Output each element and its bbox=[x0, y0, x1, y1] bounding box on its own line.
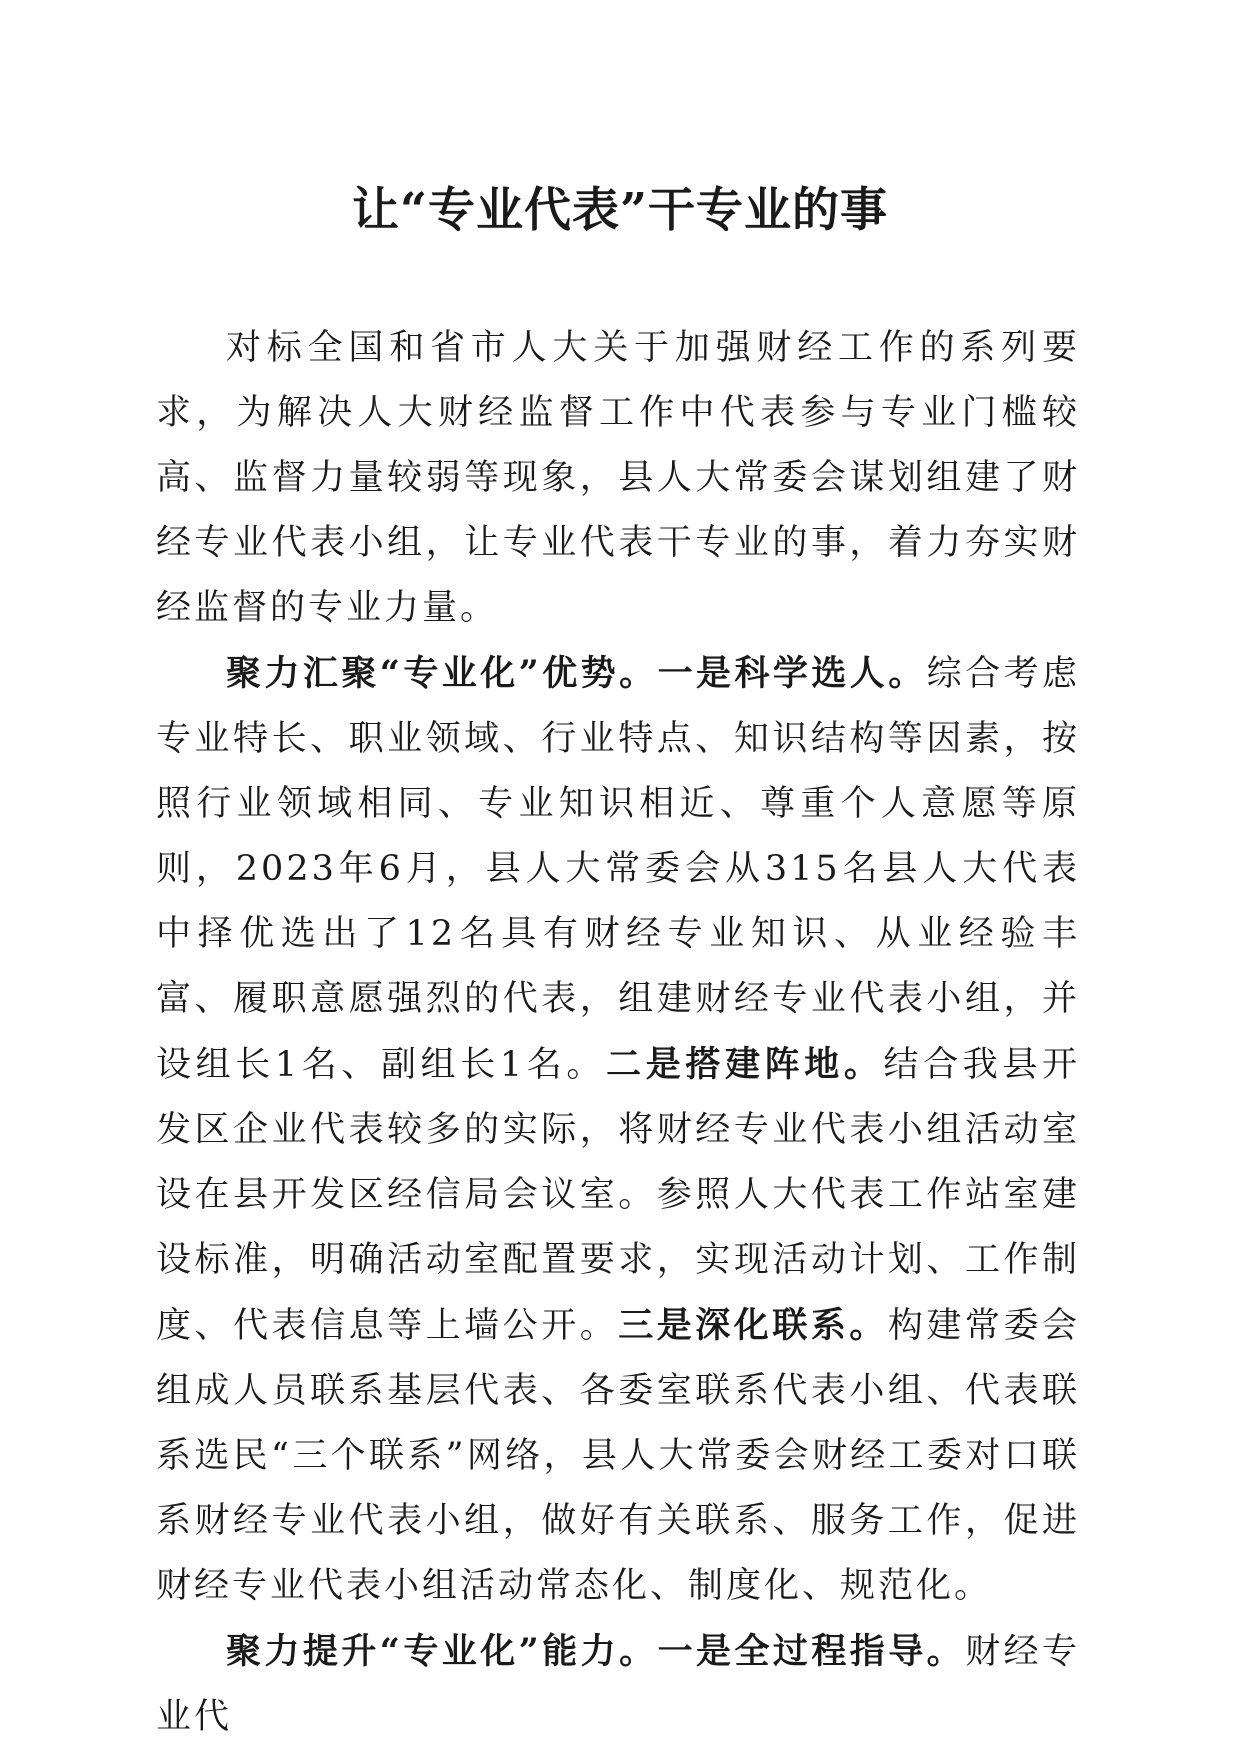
document-title: 让“专业代表”干专业的事 bbox=[351, 183, 889, 238]
text-segment: 对标全国和省市人大关于加强财经工作的系列要求，为解决人大财经监督工作中代表参与专业门槛较高、监督力量较弱等现象，县人大常委会谋划组建了财经专业代表小组，让专业代表干专业的事，着力夯实财经监督的专业力量。 bbox=[156, 328, 1080, 628]
text-segment: 财经专业代 bbox=[156, 1632, 1080, 1737]
document-body bbox=[156, 316, 1080, 1750]
text-segment: 综合考虑专业特长、职业领域、行业特点、知识结构等因素，按照行业领域相同、专业知识相近、尊重个人意愿等原则，2023年6月，县人大常委会从315名县人大代表中择优选出了12名具有财经专业知识、从业经验丰富、履职意愿强烈的代表，组建财经专业代表小组，并设组长1名、副组长1名。 bbox=[156, 654, 1080, 1085]
paragraph-intro bbox=[156, 316, 1080, 641]
subheading-build-base: 二是搭建阵地。 bbox=[606, 1044, 884, 1085]
paragraph-advantage bbox=[156, 641, 1080, 1619]
paragraph-capability bbox=[156, 1619, 1080, 1750]
text-segment: 构建常委会组成人员联系基层代表、各委室联系代表小组、代表联系选民“三个联系”网络，县人大常委会财经工委对口联系财经专业代表小组，做好有关联系、服务工作，促进财经专业代表小组活动常态化、制度化、规范化。 bbox=[156, 1306, 1080, 1606]
section-heading-capability: 聚力提升“专业化”能力。一是全过程指导。 bbox=[226, 1631, 966, 1672]
subheading-deepen-contact: 三是深化联系。 bbox=[618, 1305, 888, 1346]
text-segment: 结合我县开发区企业代表较多的实际，将财经专业代表小组活动室设在县开发区经信局会议室。参照人大代表工作站室建设标准，明确活动室配置要求，实现活动计划、工作制度、代表信息等上墙公开。 bbox=[156, 1045, 1080, 1346]
section-heading-advantage: 聚力汇聚“专业化”优势。一是科学选人。 bbox=[226, 653, 927, 694]
